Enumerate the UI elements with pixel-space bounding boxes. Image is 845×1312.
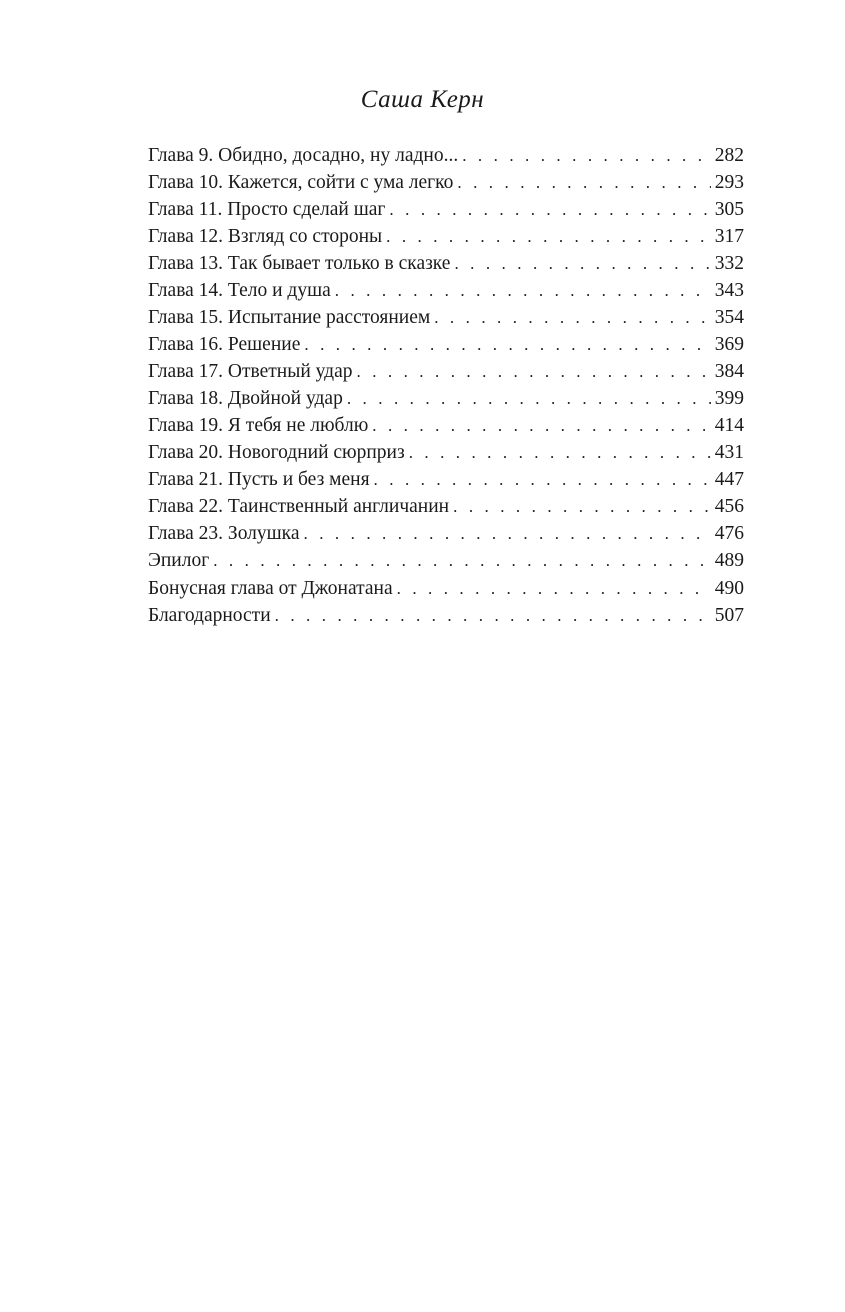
toc-entry-title: Эпилог [148, 550, 210, 571]
toc-entry [148, 547, 744, 574]
toc-entry [148, 412, 744, 439]
toc-entry-title: Глава 23. Золушка [148, 523, 300, 544]
toc-dot-leader [453, 493, 711, 520]
toc-dot-leader [397, 575, 711, 602]
toc-entry [148, 331, 744, 358]
toc-entry [148, 169, 744, 196]
toc-entry-page: 399 [714, 388, 744, 409]
toc-entry-title: Глава 17. Ответный удар [148, 361, 353, 382]
toc-entry-page: 282 [714, 145, 744, 166]
toc-dot-leader [357, 358, 711, 385]
toc-entry-page: 343 [714, 280, 744, 301]
toc-entry-title: Глава 21. Пусть и без меня [148, 469, 370, 490]
toc-entry-page: 456 [714, 496, 744, 517]
toc-entry [148, 602, 744, 629]
toc-dot-leader [347, 385, 711, 412]
toc-dot-leader [457, 169, 710, 196]
toc-entry [148, 466, 744, 493]
toc-dot-leader [304, 520, 711, 547]
toc-entry-page: 431 [714, 442, 744, 463]
toc-entry-page: 507 [714, 605, 744, 626]
toc-entry [148, 358, 744, 385]
toc-entry [148, 142, 744, 169]
toc-entry-title: Глава 18. Двойной удар [148, 388, 343, 409]
toc-entry-page: 384 [714, 361, 744, 382]
toc-dot-leader [454, 250, 710, 277]
toc-dot-leader [275, 602, 711, 629]
toc-entry-title: Глава 11. Просто сделай шаг [148, 199, 386, 220]
toc-entry-page: 476 [714, 523, 744, 544]
toc-dot-leader [434, 304, 711, 331]
toc-entry-title: Глава 16. Решение [148, 334, 301, 355]
toc-entry [148, 520, 744, 547]
toc-entry-page: 369 [714, 334, 744, 355]
toc-dot-leader [409, 439, 711, 466]
toc-dot-leader [389, 196, 710, 223]
toc-entry [148, 277, 744, 304]
toc-entry-title: Глава 19. Я тебя не люблю [148, 415, 369, 436]
toc-entry-title: Глава 14. Тело и душа [148, 280, 331, 301]
toc-dot-leader [213, 547, 711, 574]
toc-entry-title: Глава 13. Так бывает только в сказке [148, 253, 451, 274]
toc-entry-title: Глава 20. Новогодний сюрприз [148, 442, 405, 463]
toc-entry [148, 196, 744, 223]
toc-entry [148, 575, 744, 602]
toc-entry-page: 305 [714, 199, 744, 220]
toc-dot-leader [304, 331, 710, 358]
toc-dot-leader [386, 223, 711, 250]
toc-entry [148, 304, 744, 331]
toc-dot-leader [372, 412, 710, 439]
toc-entry-page: 317 [714, 226, 744, 247]
toc-entry-page: 354 [714, 307, 744, 328]
toc-entry-title: Глава 10. Кажется, сойти с ума легко [148, 172, 454, 193]
toc-dot-leader [374, 466, 711, 493]
toc-entry [148, 223, 744, 250]
toc-dot-leader [462, 142, 711, 169]
toc-entry-page: 293 [714, 172, 744, 193]
toc-entry-page: 447 [714, 469, 744, 490]
toc-entry-page: 414 [714, 415, 744, 436]
toc-entry-title: Глава 9. Обидно, досадно, ну ладно... [148, 145, 459, 166]
toc-entry-title: Глава 22. Таинственный англичанин [148, 496, 450, 517]
toc-entry [148, 493, 744, 520]
toc-entry-title: Благодарности [148, 605, 271, 626]
toc-entry [148, 250, 744, 277]
toc-entry [148, 439, 744, 466]
running-header-author: Саша Керн [360, 86, 485, 113]
toc-entry-title: Глава 12. Взгляд со стороны [148, 226, 383, 247]
toc-entry-title: Глава 15. Испытание расстоянием [148, 307, 431, 328]
toc-entry [148, 385, 744, 412]
toc-entry-title: Бонусная глава от Джонатана [148, 578, 393, 599]
toc-entry-page: 332 [714, 253, 744, 274]
toc-entry-page: 490 [714, 578, 744, 599]
toc-entry-page: 489 [714, 550, 744, 571]
toc-dot-leader [335, 277, 711, 304]
table-of-contents [148, 142, 744, 629]
